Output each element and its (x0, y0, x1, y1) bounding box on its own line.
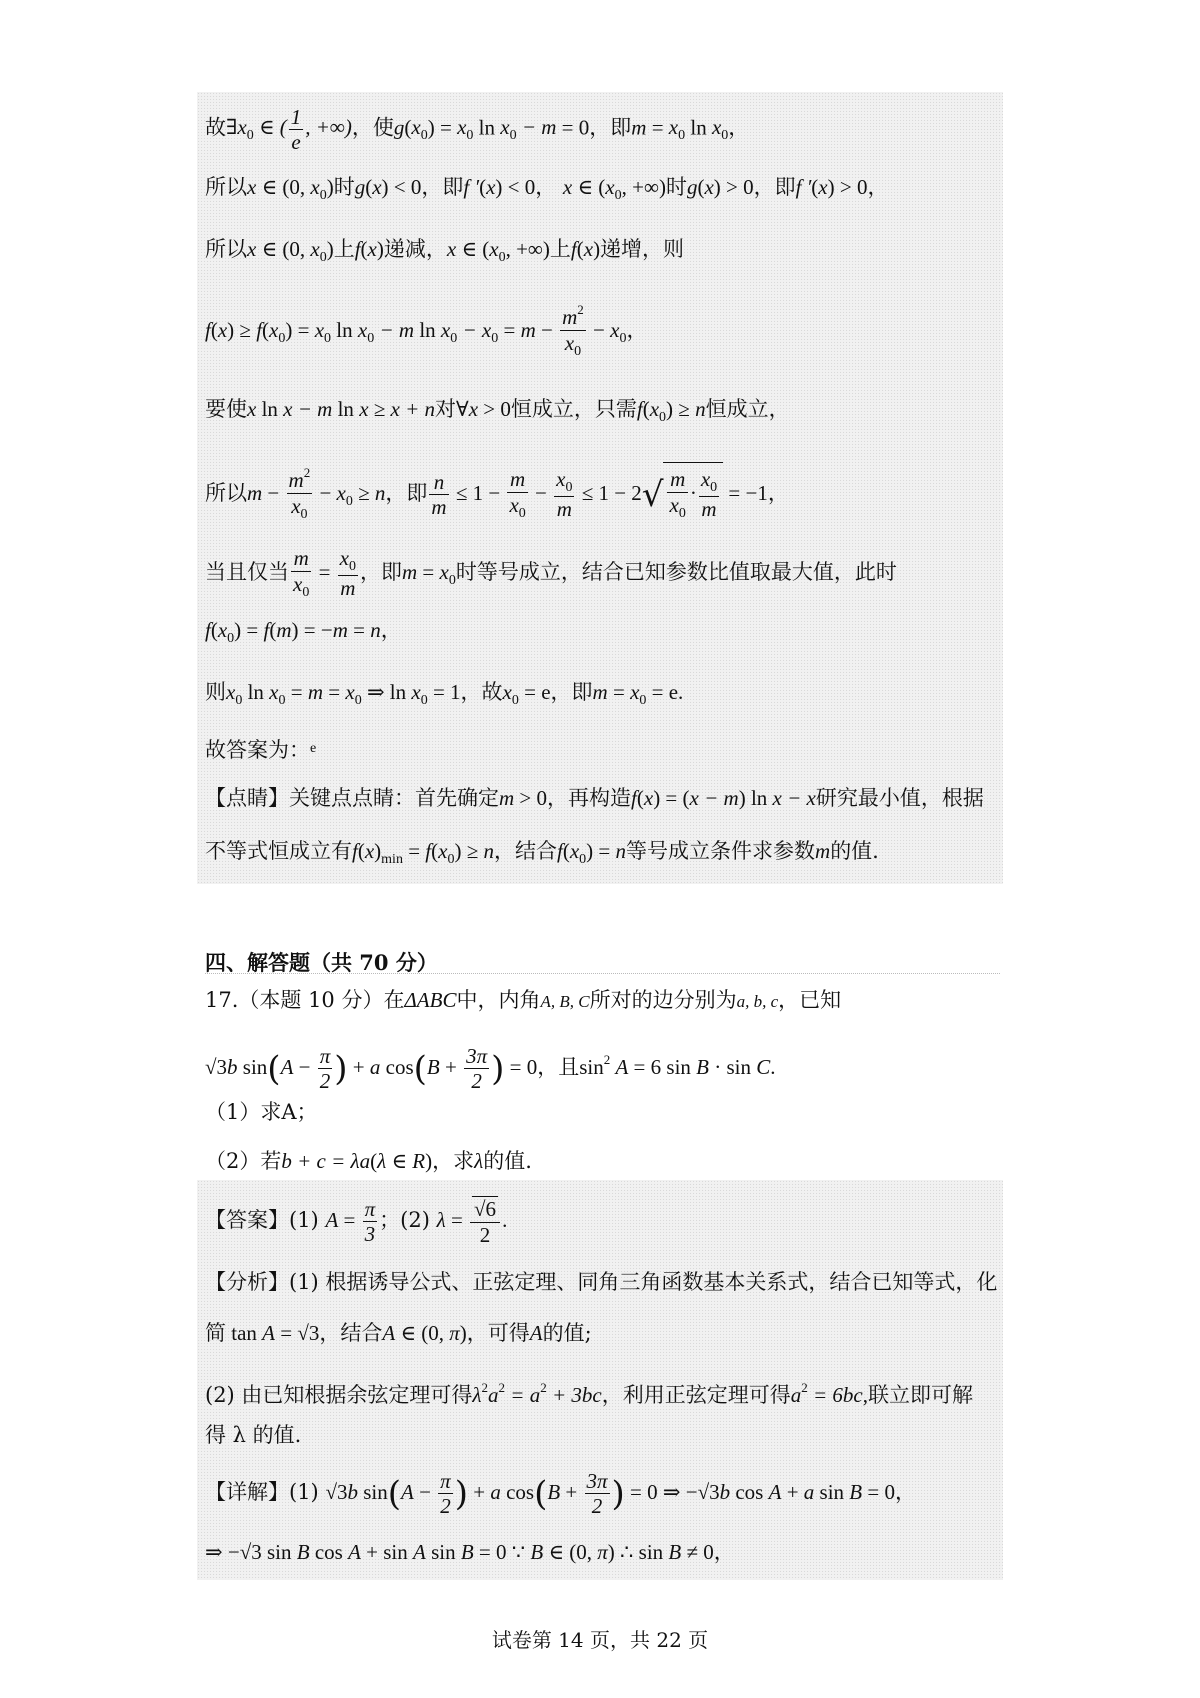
text: ，即 (589, 115, 632, 140)
text: 时等号成立，结合已知参数比值取最大值，此时 (455, 560, 897, 584)
answer-line-6: 【详解】(1) √3b sin(A − $\frac{\pi}{2}$ ) + a cos(B + $\frac{3\pi}{2}$ ) = 0 ⇒ −√3b cos A + a sin B = 0， (205, 1468, 916, 1518)
answer-line-5 (205, 1420, 1005, 1450)
q17-line-2: √3b sin(A − $\frac{\pi}{2}$ ) + a cos(B + $\frac{3\pi}{2}$ ) = 0，且$\sin^2 A = 6$ sin B · sin C. (205, 1043, 776, 1093)
text: ，故 (460, 680, 503, 704)
solution-line-6: 所以m − $\frac{m^2}{x_0}$ − $x_0 \ge n$，即 $\frac{n}{m}$ ≤ 1 − $\frac{m}{x_0}$ − $\frac{x_0}{m}$ ≤ 1 − 2√ $\frac{m}{x_0}$ · $\frac{x_0}{m}$ = −1， (205, 462, 1005, 532)
text: 等号成立条件求参数 (626, 839, 816, 863)
solution-line-8: $f(x_0) = f(m) = -m = n$， (205, 618, 402, 646)
text: ， (767, 481, 789, 505)
text: ，已知 (778, 988, 842, 1012)
answer-line-1: 【答案】(1) A = $\frac{\pi}{3}$ ；(2) λ = $\frac{√6}{2}$ . (205, 1196, 508, 1247)
text: 联立即可解 (867, 1383, 973, 1407)
solution-line-3: 所以x ∈ (0, $x_0$)上f(x)递减，x ∈ ($x_0$, +∞)上f(x)递增，则 (205, 237, 685, 265)
text: ，结合 (494, 839, 557, 863)
text: ，即 (360, 560, 402, 584)
remark-line-2: 不等式恒成立有$f(x)_{min} = f(x_0) \ge n$，结合$f(x_0) = n$等号成立条件求参数m的值. (205, 839, 879, 867)
answer-line-2 (205, 1267, 1005, 1297)
answer-value: e (310, 741, 317, 756)
text: ， (713, 1540, 735, 1564)
text: ，即 (550, 680, 593, 704)
text: 递增，则 (600, 237, 685, 261)
text: 的值. (830, 839, 879, 863)
answer-line-4: (2) 由已知根据余弦定理可得$\lambda^2a^2 = a^2 + 3bc$，利用正弦定理可得$a^2 = 6bc$,联立即可解 (205, 1380, 973, 1407)
text: ，结合 (319, 1321, 383, 1345)
text: 所以 (205, 237, 247, 261)
text: ， (728, 115, 750, 140)
text: 当且仅当 (205, 560, 289, 584)
text: 故答案为： (205, 738, 310, 762)
text: ， (535, 175, 557, 199)
text: 恒成立， (705, 397, 790, 421)
text: 【详解】(1) (205, 1480, 319, 1504)
solution-line-10 (205, 734, 1005, 765)
text: 简 (205, 1321, 226, 1345)
text: (2) 由已知根据余弦定理可得 (205, 1383, 473, 1407)
solution-line-2: 所以x ∈ (0, $x_0$)时g(x) < 0，即f ′(x) < 0， x ∈ ($x_0$, +∞)时g(x) > 0，即f ′(x) > 0， (205, 175, 889, 203)
text: ，再构造 (547, 786, 632, 810)
solution-line-7: 当且仅当 $\frac{m}{x_0}$ = $\frac{x_0}{m}$ ，即$m = x_0$时等号成立，结合已知参数比值取最大值，此时 (205, 546, 897, 601)
text: ，即 (385, 481, 428, 505)
text: 时 (665, 175, 687, 199)
answer-line-7: ⇒ −√3 sin B cos A + sin A sin B = 0 ∵ B ∈ (0, π) ∴ sin B ≠ 0， (205, 1540, 735, 1564)
text: ，利用正弦定理可得 (601, 1383, 791, 1407)
text: ，且 (537, 1055, 580, 1079)
text: 中，内角 (456, 988, 541, 1012)
text: 递减， (383, 237, 447, 261)
q17-line-1: 17.（本题 10 分）在ΔABC中，内角A, B, C所对的边分别为a, b, c，已知 (205, 988, 842, 1012)
text: 则 (205, 680, 226, 704)
text: ；(2) (379, 1208, 430, 1232)
text: （2）若 (205, 1149, 282, 1173)
text: ，求 (432, 1149, 475, 1173)
text: 时 (333, 175, 355, 199)
solution-line-9: 则$x_0$ $\ln x_0 = m = x_0$ ⇒ $\ln x_0 = 1$，故$x_0 = e$，即$m = x_0 = e$. (205, 680, 684, 708)
remark-line-1: 【点睛】关键点点睛：首先确定m > 0，再构造f(x) = (x − m) ln x − x研究最小值，根据 (205, 786, 984, 810)
answer-line-3: 简 tan A = √3，结合A ∈ (0, π)，可得A的值; (205, 1321, 592, 1345)
text: 【点睛】关键点点睛：首先确定 (205, 786, 499, 810)
text: 恒成立，只需 (510, 397, 637, 421)
text: 上 (549, 237, 571, 261)
section-divider (205, 973, 1000, 974)
text: ，使 (351, 115, 394, 140)
q17-part-1: （1）求A； (205, 1100, 318, 1124)
solution-line-1: 故$\exists x_0$ ∈ ( $\frac{1}{e}$ , +∞)，使$g(x_0) = x_0$ $\ln x_0 - m = 0$，即$m = x_0$ $\ln x_0$， (205, 105, 750, 155)
text: 【分析】(1) 根据诱导公式、正弦定理、同角三角函数基本关系式，结合已知等式，化 (205, 1270, 998, 1294)
text: ， (867, 175, 889, 199)
section-title: 四、解答题（共 70 分） (205, 950, 438, 975)
text: 的值. (483, 1149, 532, 1173)
text: ，即 (421, 175, 464, 199)
page-footer: 试卷第 14 页，共 22 页 (491, 1628, 709, 1652)
text: 不等式恒成立有 (205, 839, 352, 863)
q17-part-2: （2）若b + c = λa(λ ∈ R)，求λ的值. (205, 1149, 532, 1173)
text: 所以 (205, 175, 247, 199)
text: ，即 (753, 175, 796, 199)
text: 故 (205, 115, 226, 140)
text: ，可得 (466, 1321, 530, 1345)
text: 所以 (205, 481, 247, 505)
text: 对 (435, 397, 457, 421)
text: 研究最小值，根据 (815, 786, 984, 810)
solution-line-5: 要使x ln x − m ln x ≥ x + n对∀x > 0恒成立，只需$f(x_0) \ge n$恒成立， (205, 397, 790, 425)
text: 上 (333, 237, 355, 261)
text: 所对的边分别为 (589, 988, 737, 1012)
text: 【答案】(1) (205, 1208, 319, 1232)
text: 17.（本题 10 分）在 (205, 988, 405, 1012)
solution-line-4: $f(x) \ge f(x_0) = x_0$ $\ln x_0 - m$ $\ln x_0 - x_0 = m$ − $\frac{m^2}{x_0}$ − $x_0$， (205, 302, 648, 359)
text: 要使 (205, 397, 247, 421)
text: 的值; (542, 1321, 592, 1345)
text: 得 λ 的值. (205, 1423, 302, 1447)
